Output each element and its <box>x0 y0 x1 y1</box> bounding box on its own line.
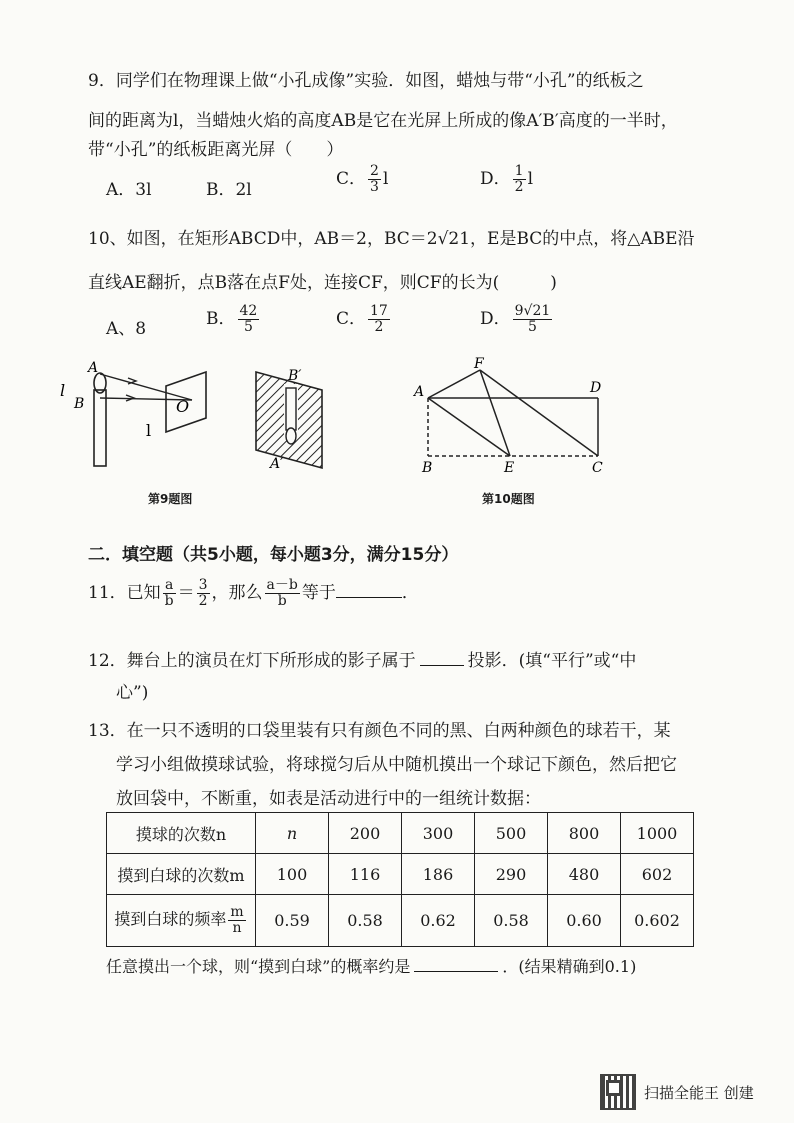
q11-equals: ＝ <box>177 583 195 603</box>
q9-line2: 间的距离为l，当蜡烛火焰的高度AB是它在光屏上所成的像A′B′高度的一半时， <box>88 111 678 131</box>
q11-fraction-a-b <box>163 578 176 608</box>
q12-text-b: 投影．(填“平行”或“中 <box>467 651 637 671</box>
q12-answer-blank[interactable] <box>420 665 464 666</box>
table-cell: 602 <box>621 854 694 895</box>
frequency-label: 摸到白球的频率 <box>114 910 227 929</box>
fraction-denominator: n <box>232 920 242 936</box>
table-cell: 0.58 <box>329 895 402 947</box>
fraction-denominator: 3 <box>370 179 379 195</box>
table-cell: 500 <box>475 813 548 854</box>
qr-code-icon <box>600 1074 636 1110</box>
q11-prefix: 11．已知 <box>88 583 161 603</box>
table-cell: 480 <box>548 854 621 895</box>
table-cell: 186 <box>402 854 475 895</box>
q11-suffix: 等于 <box>301 583 336 603</box>
fraction-denominator: 5 <box>243 319 253 335</box>
fraction-numerator: a－b <box>266 577 298 594</box>
q9-option-c-fraction <box>368 164 381 194</box>
fraction-numerator: 9√21 <box>514 303 551 320</box>
fraction-denominator: 5 <box>528 319 537 335</box>
segment-AF <box>428 370 480 398</box>
label-B: B <box>422 460 433 476</box>
q12-text-a: 12．舞台上的演员在灯下所形成的影子属于 <box>88 651 416 671</box>
q9-line3: 带“小孔”的纸板距离光屏（ ） <box>88 140 344 160</box>
q10-option-b <box>206 304 261 335</box>
q13-line1: 13．在一只不透明的口袋里装有只有颜色不同的黑、白两种颜色的球若干，某 <box>88 721 671 741</box>
candle-body <box>94 390 106 466</box>
label-E: E <box>504 460 515 476</box>
q10-option-c-fraction <box>368 304 390 334</box>
fraction-denominator: 2 <box>514 179 524 195</box>
table-cell: 0.602 <box>621 895 694 947</box>
q10-option-d-label: D． <box>480 309 511 329</box>
segment-AE <box>428 398 510 456</box>
q13-tail <box>106 954 636 977</box>
label-D: D <box>590 380 602 396</box>
fraction-numerator: 2 <box>370 163 379 180</box>
fraction-numerator: 17 <box>370 303 388 320</box>
label-A: A <box>88 360 99 376</box>
figure-9-screen <box>248 360 338 472</box>
q13-answer-blank[interactable] <box>414 971 498 972</box>
q12-line1 <box>88 646 636 671</box>
table-cell: 0.60 <box>548 895 621 947</box>
table-cell: 0.59 <box>256 895 329 947</box>
q9-option-a: A．3l <box>106 180 152 200</box>
q9-option-d <box>480 164 533 195</box>
label-C: C <box>592 460 603 476</box>
fraction-denominator: 2 <box>374 319 384 335</box>
label-l-distance: l <box>146 421 152 440</box>
segment-FC <box>480 370 598 456</box>
table-cell: 0.58 <box>475 895 548 947</box>
table-cell: 800 <box>548 813 621 854</box>
q9-option-c <box>336 164 388 195</box>
label-A-prime: A′ <box>270 456 284 472</box>
table-row <box>107 813 694 854</box>
table-cell: 0.62 <box>402 895 475 947</box>
table-cell: n <box>256 813 329 854</box>
table-row <box>107 854 694 895</box>
q10-option-a: A、8 <box>106 319 147 339</box>
q11-fraction-expression <box>265 578 300 608</box>
fraction-numerator: a <box>163 578 176 594</box>
label-l-height: l <box>60 381 66 400</box>
watermark-text: 扫描全能王 创建 <box>644 1083 754 1102</box>
fraction-denominator: b <box>164 593 174 609</box>
fraction-denominator: 2 <box>198 593 208 609</box>
q11-fraction-3-2 <box>197 578 210 608</box>
q12-line2: 心”) <box>116 683 149 703</box>
table-cell: 290 <box>475 854 548 895</box>
q10-line2: 直线AE翻折，点B落在点F处，连接CF，则CF的长为( ) <box>88 273 557 293</box>
figure-9-caption: 第9题图 <box>148 492 193 506</box>
label-B-prime: B′ <box>288 368 302 384</box>
label-A: A <box>414 384 425 400</box>
q10-option-c <box>336 304 392 335</box>
frequency-fraction <box>228 905 245 935</box>
fraction-numerator: 1 <box>514 163 524 180</box>
segment-FE <box>480 370 510 456</box>
q11-end: ． <box>401 583 419 603</box>
q9-option-c-var: l <box>382 169 389 189</box>
q11-answer-blank[interactable] <box>336 597 402 598</box>
table-row <box>107 895 694 947</box>
q13-stats-table <box>106 812 694 947</box>
section-fill-in-blank-heading: 二．填空题（共5小题，每小题3分，满分15分） <box>88 545 459 565</box>
fraction-numerator: 3 <box>198 577 208 594</box>
q10-option-b-fraction <box>238 304 260 334</box>
q13-line2: 学习小组做摸球试验，将球搅匀后从中随机摸出一个球记下颜色，然后把它 <box>116 755 677 775</box>
q9-option-d-label: D． <box>480 169 511 189</box>
table-cell: 116 <box>329 854 402 895</box>
q13-line3: 放回袋中，不断重，如表是活动进行中的一组统计数据： <box>116 789 541 809</box>
table-cell: 200 <box>329 813 402 854</box>
table-cell: 摸到白球的次数m <box>107 854 256 895</box>
figure-10-rectangle <box>410 356 610 476</box>
q9-option-b: B．2l <box>206 180 252 200</box>
q13-tail-a: 任意摸出一个球，则“摸到白球”的概率约是 <box>106 957 411 976</box>
q11-line <box>88 578 419 609</box>
table-cell: 1000 <box>621 813 694 854</box>
table-cell: 摸球的次数n <box>107 813 256 854</box>
arrow-top <box>128 378 136 384</box>
label-B: B <box>74 396 85 412</box>
q10-option-d <box>480 304 554 335</box>
q9-option-c-label: C． <box>336 169 367 189</box>
figure-9-pinhole <box>56 356 216 476</box>
q9-option-d-fraction <box>513 164 526 194</box>
fraction-numerator: 42 <box>239 303 258 320</box>
label-O: O <box>176 397 190 416</box>
table-cell <box>107 895 256 947</box>
q13-tail-b: ．(结果精确到0.1) <box>502 957 637 976</box>
q10-line1: 10、如图，在矩形ABCD中，AB＝2，BC＝2√21，E是BC的中点，将△ABE沿 <box>88 229 695 249</box>
q10-option-d-fraction <box>513 304 553 334</box>
fraction-numerator: m <box>230 904 244 921</box>
figure-10-caption: 第10题图 <box>482 492 535 506</box>
table-cell: 100 <box>256 854 329 895</box>
q10-option-b-label: B． <box>206 309 236 329</box>
fraction-denominator: b <box>277 593 287 609</box>
scanner-watermark <box>600 1074 754 1110</box>
label-F: F <box>474 356 484 372</box>
table-cell: 300 <box>402 813 475 854</box>
q9-option-d-var: l <box>527 169 533 189</box>
q11-mid: ，那么 <box>211 583 263 603</box>
inverted-flame <box>286 428 296 444</box>
q9-line1: 9．同学们在物理课上做“小孔成像”实验．如图，蜡烛与带“小孔”的纸板之 <box>88 71 644 91</box>
q10-option-c-label: C． <box>336 309 367 329</box>
